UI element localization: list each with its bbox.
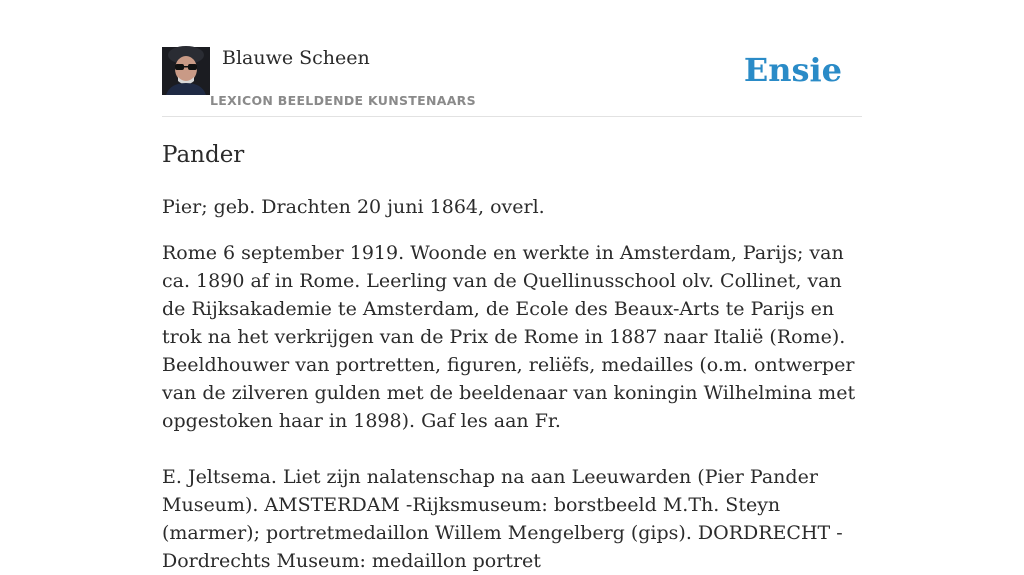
category-label[interactable]: LEXICON BEELDENDE KUNSTENAARS bbox=[210, 93, 476, 108]
brand-logo[interactable]: Ensie bbox=[743, 51, 842, 89]
site-header bbox=[162, 46, 862, 117]
article-lead: Pier; geb. Drachten 20 juni 1864, overl. bbox=[162, 196, 545, 218]
article-body bbox=[162, 239, 862, 575]
article-paragraph: Rome 6 september 1919. Woonde en werkte in Amsterdam, Parijs; van ca. 1890 af in Rome. Leerling van de Quellinusschool olv. Collinet, van de Rijksakademie te Amsterdam, de Ecole des Beaux-Arts te Parijs en trok na het verkrijgen van de Prix de Rome in 1887 naar Italië (Rome). Beeldhouwer van portretten, figuren, reliëfs, medailles (o.m. ontwerper van de zilveren gulden met de beeldenaar van koningin Wilhelmina met opgestoken haar in 1898). Gaf les aan Fr. bbox=[162, 242, 856, 432]
author-avatar[interactable] bbox=[162, 47, 210, 95]
page-title: Pander bbox=[162, 142, 245, 168]
author-name[interactable]: Blauwe Scheen bbox=[222, 47, 370, 69]
article-paragraph: E. Jeltsema. Liet zijn nalatenschap na aan Leeuwarden (Pier Pander Museum). AMSTERDAM -Rijksmuseum: borstbeeld M.Th. Steyn (marmer); portretmedaillon Willem Mengelberg (gips). DORDRECHT -Dordrechts Museum: medaillon portret bbox=[162, 466, 843, 572]
avatar-photo-icon bbox=[162, 47, 210, 95]
